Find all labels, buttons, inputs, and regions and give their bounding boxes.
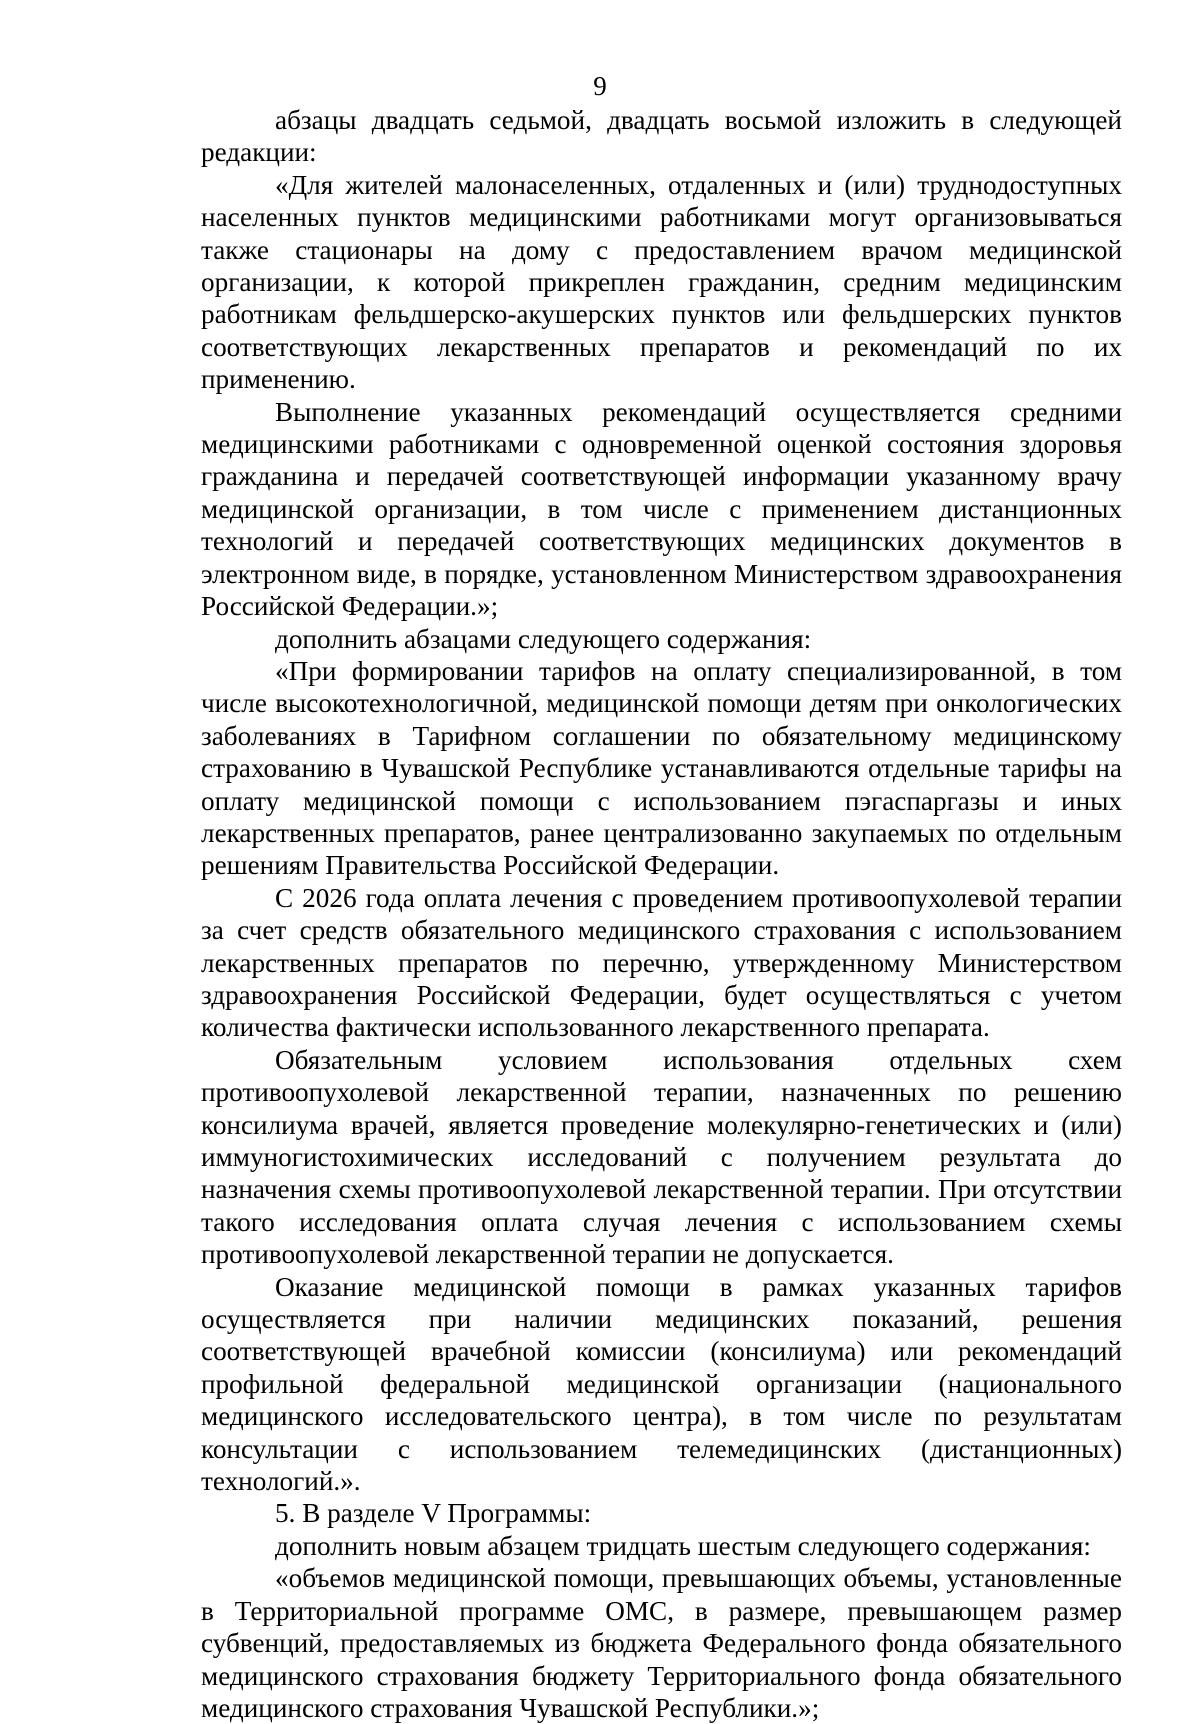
paragraph: Выполнение указанных рекомендаций осуществляется средними медицинскими работниками с одновременной оценкой состояния здоровья гражданина и передачей соответствующей информации указанному врачу медицинской организации, в том числе с применением дистанционных технологий и передачей соответствующих медицинских документов в электронном виде, в порядке, установленном Министерством здравоохранения Российской Федерации.»; [201,396,1122,622]
paragraph: Обязательным условием использования отдельных схем противоопухолевой лекарственной терапии, назначенных по решению консилиума врачей, является проведение молекулярно-генетических и (или) иммуногистохимических исследований с получением результата до назначения схемы противоопухолевой лекарственной терапии. При отсутствии такого исследования оплата случая лечения с использованием схемы противоопухолевой лекарственной терапии не допускается. [201,1044,1122,1270]
paragraph: «При формировании тарифов на оплату специализированной, в том числе высокотехнологичной, медицинской помощи детям при онкологических заболеваниях в Тарифном соглашении по обязательному медицинскому страхованию в Чувашской Республике устанавливаются отдельные тарифы на оплату медицинской помощи с использованием пэгаспаргазы и иных лекарственных препаратов, ранее централизованно закупаемых по отдельным решениям Правительства Российской Федерации. [201,655,1122,881]
paragraph: 5. В разделе V Программы: [275,1498,592,1529]
paragraph: «объемов медицинской помощи, превышающих объемы, установленные в Территориальной программе ОМС, в размере, превышающем размер субвенций, предоставляемых из бюджета Федерального фонда обязательного медицинского страхования бюджету Территориального фонда обязательного медицинского страхования Чувашской Республики.»; [201,1563,1122,1723]
paragraph: абзацы двадцать седьмой, двадцать восьмой изложить в следующей редакции: [201,105,1122,168]
paragraph: дополнить новым абзацем тридцать шестым следующего содержания: [275,1530,1091,1561]
paragraph: С 2026 года оплата лечения с проведением противоопухолевой терапии за счет средств обязательного медицинского страхования с использованием лекарственных препаратов по перечню, утвержденному Министерством здравоохранения Российской Федерации, будет осуществляться с учетом количества фактически использованного лекарственного препарата. [201,882,1122,1043]
document-body [201,104,1122,1724]
paragraph: «Для жителей малонаселенных, отдаленных и (или) труднодоступных населенных пунктов медицинскими работниками могут организовываться также стационары на дому с предоставлением врачом медицинской организации, к которой прикреплен гражданин, средним медицинским работникам фельдшерско-акушерских пунктов или фельдшерских пунктов соответствующих лекарственных препаратов и рекомендаций по их применению. [201,169,1122,395]
paragraph: дополнить абзацами следующего содержания: [275,623,812,654]
paragraph: Оказание медицинской помощи в рамках указанных тарифов осуществляется при наличии медицинских показаний, решения соответствующей врачебной комиссии (консилиума) или рекомендаций профильной федеральной медицинской организации (национального медицинского исследовательского центра), в том числе по результатам консультации с использованием телемедицинских (дистанционных) технологий.». [201,1271,1122,1497]
page-number: 9 [593,71,607,101]
